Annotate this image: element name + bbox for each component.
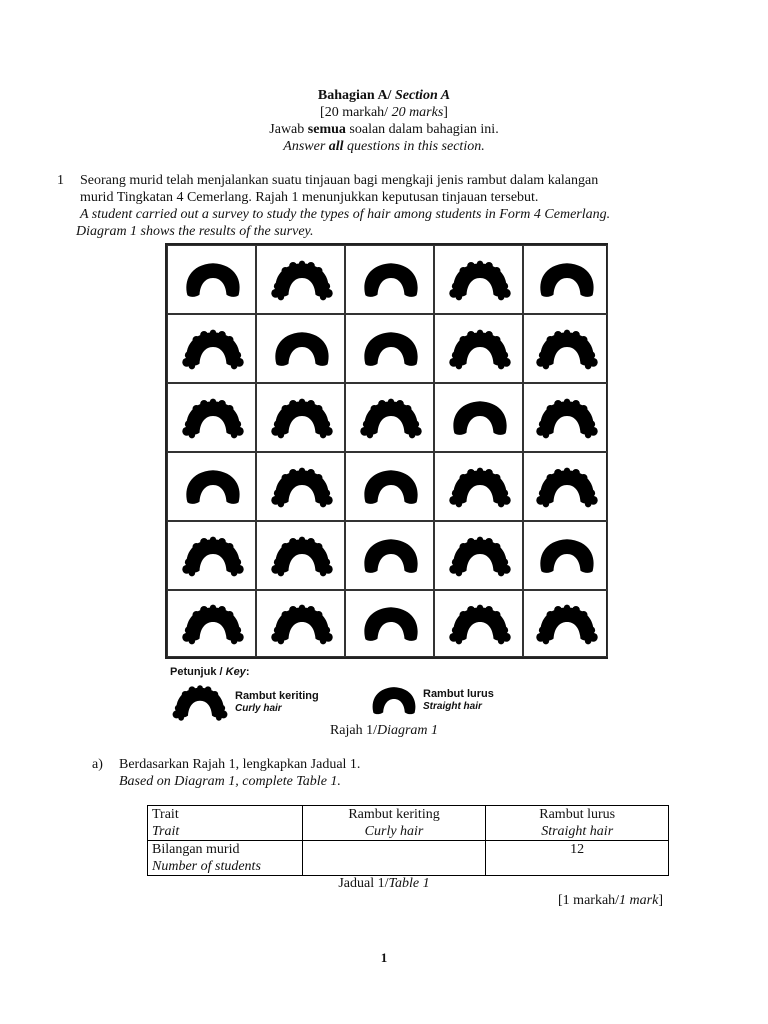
- grid-cell: [345, 245, 434, 314]
- grid-cell: [256, 590, 345, 657]
- section-title: [0, 87, 768, 104]
- key-curly-ms: Rambut keriting: [235, 690, 319, 702]
- header-straight-en: Straight hair: [541, 824, 614, 839]
- curly-hair-icon: [448, 602, 512, 647]
- straight-hair-icon: [181, 258, 245, 303]
- part-a-label: a): [92, 757, 103, 772]
- hair-survey-grid: [165, 243, 608, 659]
- grid-cell: [167, 314, 256, 383]
- diagram-caption-en: Diagram 1: [376, 723, 439, 738]
- curly-hair-icon: [535, 602, 599, 647]
- grid-cell: [434, 452, 523, 521]
- row-label-ms: Bilangan murid: [152, 842, 240, 857]
- diagram-caption: [0, 722, 768, 739]
- grid-cell: [523, 245, 608, 314]
- table-header-row: [148, 806, 669, 841]
- marks-close: ]: [443, 105, 448, 120]
- straight-hair-icon: [181, 465, 245, 510]
- grid-cell: [345, 314, 434, 383]
- grid-cell: [345, 452, 434, 521]
- straight-hair-icon: [270, 327, 334, 372]
- grid-cell: [523, 314, 608, 383]
- marks-allocation-close: ]: [658, 893, 663, 908]
- table-1: [147, 805, 669, 876]
- grid-cell: [345, 383, 434, 452]
- grid-cell: [256, 314, 345, 383]
- row-label: [148, 841, 303, 876]
- grid-cell: [434, 245, 523, 314]
- instruction-ms: [0, 121, 768, 138]
- curly-hair-icon: [181, 534, 245, 579]
- straight-count-cell: 12: [486, 841, 669, 876]
- grid-cell: [523, 590, 608, 657]
- curly-count-cell[interactable]: [302, 841, 486, 876]
- part-a-ms: Berdasarkan Rajah 1, lengkapkan Jadual 1.: [119, 757, 361, 772]
- key-title-colon: :: [245, 666, 250, 678]
- table-row: [148, 841, 669, 876]
- grid-cell: [256, 383, 345, 452]
- header-trait-en: Trait: [152, 824, 180, 839]
- marks-allocation-open: [1 markah/: [558, 893, 620, 908]
- curly-hair-icon: [535, 396, 599, 441]
- marks-open: [20 markah/: [320, 105, 392, 120]
- row-label-en: Number of students: [152, 859, 261, 874]
- curly-hair-icon: [181, 396, 245, 441]
- section-title-en: Section A: [394, 88, 451, 103]
- key-curly-en: Curly hair: [235, 703, 282, 714]
- part-a-en: Based on Diagram 1, complete Table 1.: [119, 774, 341, 789]
- grid-cell: [434, 521, 523, 590]
- instruction-en: [0, 138, 768, 155]
- table-caption-en: Table 1: [388, 876, 430, 891]
- key-title-ms: Petunjuk /: [170, 666, 226, 678]
- curly-hair-icon: [448, 258, 512, 303]
- grid-cell: [523, 383, 608, 452]
- curly-hair-icon: [270, 465, 334, 510]
- table-caption-ms: Jadual 1/: [338, 876, 389, 891]
- marks-allocation-en: 1 mark: [619, 893, 659, 908]
- header-curly-en: Curly hair: [364, 824, 424, 839]
- table-caption: [0, 875, 768, 892]
- curly-hair-key-icon: [170, 683, 230, 723]
- grid-cell: [523, 452, 608, 521]
- curly-hair-icon: [448, 534, 512, 579]
- curly-hair-icon: [535, 465, 599, 510]
- question-ms-line1: Seorang murid telah menjalankan suatu tinjauan bagi mengkaji jenis rambut dalam kalangan: [80, 173, 599, 188]
- straight-hair-icon: [535, 534, 599, 579]
- straight-hair-key-icon: [367, 683, 421, 719]
- question-en-line1: A student carried out a survey to study the types of hair among students in Form 4 Cemerlang.: [80, 207, 611, 222]
- straight-hair-icon: [448, 396, 512, 441]
- header-straight-ms: Rambut lurus: [539, 807, 616, 822]
- instr-ms-bold: semua: [307, 122, 346, 137]
- instr-ms-post: soalan dalam bahagian ini.: [345, 122, 499, 137]
- straight-hair-icon: [359, 602, 423, 647]
- straight-hair-icon: [359, 534, 423, 579]
- key-title: [170, 666, 249, 679]
- page-number: 1: [380, 950, 388, 965]
- question-en-line2: Diagram 1 shows the results of the survey.: [76, 224, 314, 239]
- curly-hair-icon: [181, 602, 245, 647]
- diagram-caption-ms: Rajah 1/: [329, 723, 377, 738]
- grid-cell: [256, 452, 345, 521]
- curly-hair-icon: [448, 465, 512, 510]
- grid-cell: [167, 245, 256, 314]
- curly-hair-icon: [535, 327, 599, 372]
- marks-en: 20 marks: [391, 105, 444, 120]
- straight-hair-icon: [359, 327, 423, 372]
- instr-en-pre: Answer: [283, 139, 329, 154]
- header-trait: [148, 806, 303, 841]
- marks-allocation: [558, 892, 663, 909]
- curly-hair-icon: [448, 327, 512, 372]
- grid-cell: [345, 521, 434, 590]
- key-straight-ms: Rambut lurus: [423, 688, 494, 700]
- header-straight: [486, 806, 669, 841]
- straight-hair-icon: [359, 258, 423, 303]
- grid-cell: [434, 590, 523, 657]
- question-ms-line2: murid Tingkatan 4 Cemerlang. Rajah 1 menunjukkan keputusan tinjauan tersebut.: [80, 190, 539, 205]
- curly-hair-icon: [270, 396, 334, 441]
- header-curly: [302, 806, 486, 841]
- straight-hair-icon: [359, 465, 423, 510]
- grid-cell: [167, 383, 256, 452]
- header-trait-ms: Trait: [152, 807, 179, 822]
- grid-cell: [523, 521, 608, 590]
- grid-cell: [256, 521, 345, 590]
- section-marks: [0, 104, 768, 121]
- curly-hair-icon: [270, 258, 334, 303]
- instr-ms-pre: Jawab: [269, 122, 308, 137]
- key-straight-en: Straight hair: [423, 701, 482, 712]
- question-number: 1: [57, 173, 64, 188]
- grid-cell: [256, 245, 345, 314]
- curly-hair-icon: [270, 534, 334, 579]
- header-curly-ms: Rambut keriting: [348, 807, 440, 822]
- instr-en-post: questions in this section.: [343, 139, 485, 154]
- curly-hair-icon: [181, 327, 245, 372]
- grid-cell: [345, 590, 434, 657]
- key-title-en: Key: [225, 666, 246, 678]
- curly-hair-icon: [270, 602, 334, 647]
- straight-hair-icon: [535, 258, 599, 303]
- grid-cell: [434, 383, 523, 452]
- grid-cell: [434, 314, 523, 383]
- grid-cell: [167, 590, 256, 657]
- grid-cell: [167, 452, 256, 521]
- instr-en-bold: all: [328, 139, 344, 154]
- curly-hair-icon: [359, 396, 423, 441]
- grid-cell: [167, 521, 256, 590]
- section-title-ms: Bahagian A/: [317, 88, 395, 103]
